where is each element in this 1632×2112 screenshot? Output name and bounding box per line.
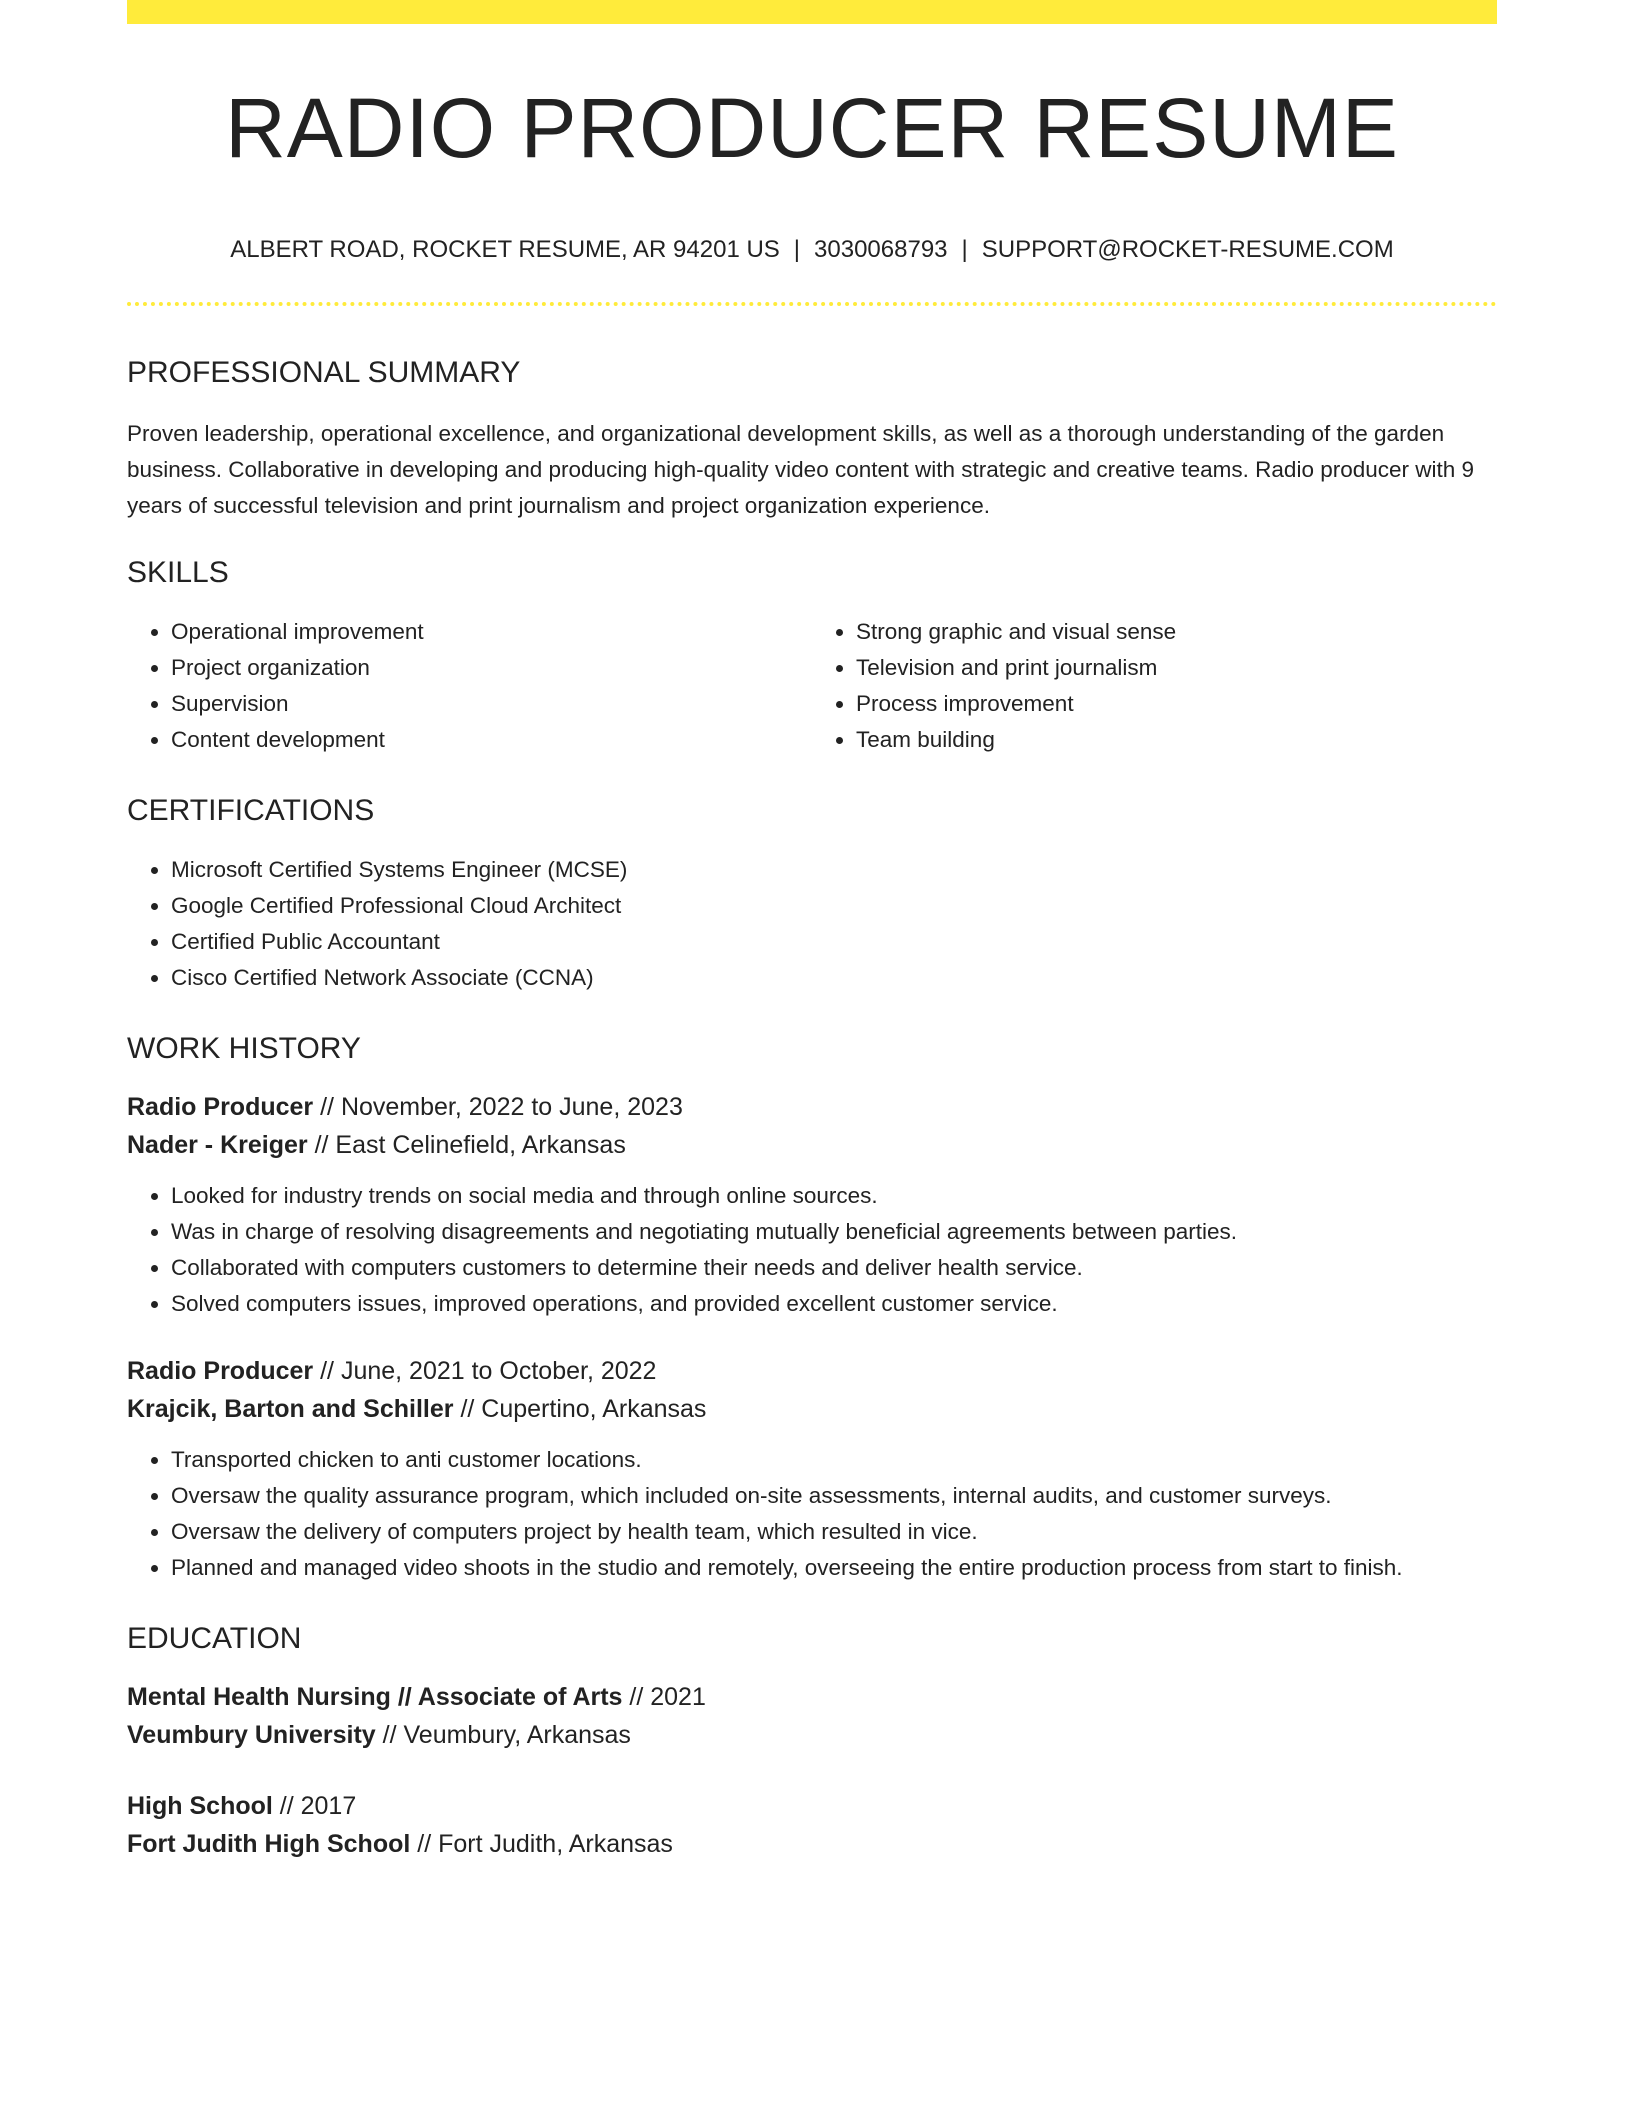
skill-item: • Process improvement bbox=[856, 686, 1497, 722]
education-degree: Mental Health Nursing // Associate of Arts bbox=[127, 1683, 623, 1711]
summary-section bbox=[127, 358, 1497, 524]
job-entry bbox=[127, 1088, 1497, 1322]
job-title: Radio Producer bbox=[127, 1357, 314, 1385]
certifications-heading: CERTIFICATIONS bbox=[127, 794, 375, 827]
skill-item: • Supervision bbox=[171, 686, 812, 722]
skill-item: • Content development bbox=[171, 722, 812, 758]
work-history-section bbox=[127, 1034, 1497, 1586]
job-bullet: • Oversaw the delivery of computers project by health team, which resulted in vice. bbox=[171, 1514, 1497, 1550]
contact-separator: | bbox=[793, 236, 801, 263]
skills-section bbox=[127, 558, 1497, 758]
education-school: Fort Judith High School bbox=[127, 1830, 411, 1858]
skill-item: • Team building bbox=[856, 722, 1497, 758]
job-title-line bbox=[127, 1088, 1497, 1126]
certification-item: • Certified Public Accountant bbox=[171, 924, 1497, 960]
skills-list-left bbox=[127, 614, 812, 758]
certifications-list bbox=[127, 852, 1497, 996]
page-title: RADIO PRODUCER RESUME bbox=[225, 81, 1399, 175]
job-location: // East Celinefield, Arkansas bbox=[307, 1131, 626, 1159]
contact-line bbox=[127, 238, 1497, 262]
dotted-divider bbox=[127, 302, 1497, 306]
job-entry bbox=[127, 1352, 1497, 1586]
skills-grid bbox=[127, 614, 1497, 758]
job-bullet: • Solved computers issues, improved operations, and provided excellent customer service. bbox=[171, 1286, 1497, 1322]
certification-item: • Cisco Certified Network Associate (CCNA) bbox=[171, 960, 1497, 996]
job-bullet: • Transported chicken to anti customer locations. bbox=[171, 1442, 1497, 1478]
contact-separator: | bbox=[961, 236, 968, 263]
skill-item: • Strong graphic and visual sense bbox=[856, 614, 1497, 650]
education-school: Veumbury University bbox=[127, 1721, 376, 1749]
education-section bbox=[127, 1624, 1497, 1863]
job-dates: // November, 2022 to June, 2023 bbox=[313, 1093, 683, 1121]
job-bullets bbox=[127, 1178, 1497, 1322]
job-dates: // June, 2021 to October, 2022 bbox=[313, 1357, 657, 1385]
job-title: Radio Producer bbox=[127, 1093, 314, 1121]
job-company: Krajcik, Barton and Schiller bbox=[127, 1395, 454, 1423]
education-year: // 2021 bbox=[622, 1683, 706, 1711]
certification-item: • Google Certified Professional Cloud Architect bbox=[171, 888, 1497, 924]
education-school-line bbox=[127, 1825, 1497, 1863]
job-bullets bbox=[127, 1442, 1497, 1586]
job-bullet: • Oversaw the quality assurance program, which included on-site assessments, internal audits, and customer surveys. bbox=[171, 1478, 1497, 1514]
work-history-heading: WORK HISTORY bbox=[127, 1032, 361, 1065]
certifications-section bbox=[127, 796, 1497, 996]
job-bullet: • Planned and managed video shoots in the studio and remotely, overseeing the entire production process from start to finish. bbox=[171, 1550, 1497, 1586]
job-bullet: • Was in charge of resolving disagreements and negotiating mutually beneficial agreements between parties. bbox=[171, 1214, 1497, 1250]
job-location: // Cupertino, Arkansas bbox=[453, 1395, 707, 1423]
contact-email[interactable]: SUPPORT@ROCKET-RESUME.COM bbox=[981, 236, 1394, 263]
education-school-line bbox=[127, 1716, 1497, 1754]
summary-text: Proven leadership, operational excellence, and organizational development skills, as well as a thorough understanding of the garden business. Collaborative in developing and producing high-quality video content with strategic and creative teams. Radio producer with 9 years of successful television and print journalism and project organization experience. bbox=[127, 421, 1475, 518]
job-title-line bbox=[127, 1352, 1497, 1390]
skill-item: • Operational improvement bbox=[171, 614, 812, 650]
education-location: // Veumbury, Arkansas bbox=[375, 1721, 631, 1749]
education-degree-line bbox=[127, 1787, 1497, 1825]
education-degree: High School bbox=[127, 1792, 273, 1820]
job-bullet: • Looked for industry trends on social media and through online sources. bbox=[171, 1178, 1497, 1214]
education-year: // 2017 bbox=[272, 1792, 357, 1820]
certification-item: • Microsoft Certified Systems Engineer (MCSE) bbox=[171, 852, 1497, 888]
skill-item: • Project organization bbox=[171, 650, 812, 686]
education-degree-line bbox=[127, 1678, 1497, 1716]
resume-page bbox=[127, 0, 1497, 1863]
job-company: Nader - Kreiger bbox=[127, 1131, 308, 1159]
education-heading: EDUCATION bbox=[127, 1622, 302, 1655]
education-location: // Fort Judith, Arkansas bbox=[410, 1830, 673, 1858]
education-entry bbox=[127, 1787, 1497, 1863]
contact-phone: 3030068793 bbox=[814, 236, 948, 263]
skills-heading: SKILLS bbox=[127, 556, 229, 589]
job-bullet: • Collaborated with computers customers to determine their needs and deliver health service. bbox=[171, 1250, 1497, 1286]
skills-list-right bbox=[812, 614, 1497, 758]
skill-item: • Television and print journalism bbox=[856, 650, 1497, 686]
job-company-line bbox=[127, 1390, 1497, 1428]
summary-heading: PROFESSIONAL SUMMARY bbox=[127, 356, 521, 389]
top-accent-bar bbox=[127, 0, 1497, 24]
job-company-line bbox=[127, 1126, 1497, 1164]
education-entry bbox=[127, 1678, 1497, 1754]
contact-address: ALBERT ROAD, ROCKET RESUME, AR 94201 US bbox=[230, 236, 780, 263]
